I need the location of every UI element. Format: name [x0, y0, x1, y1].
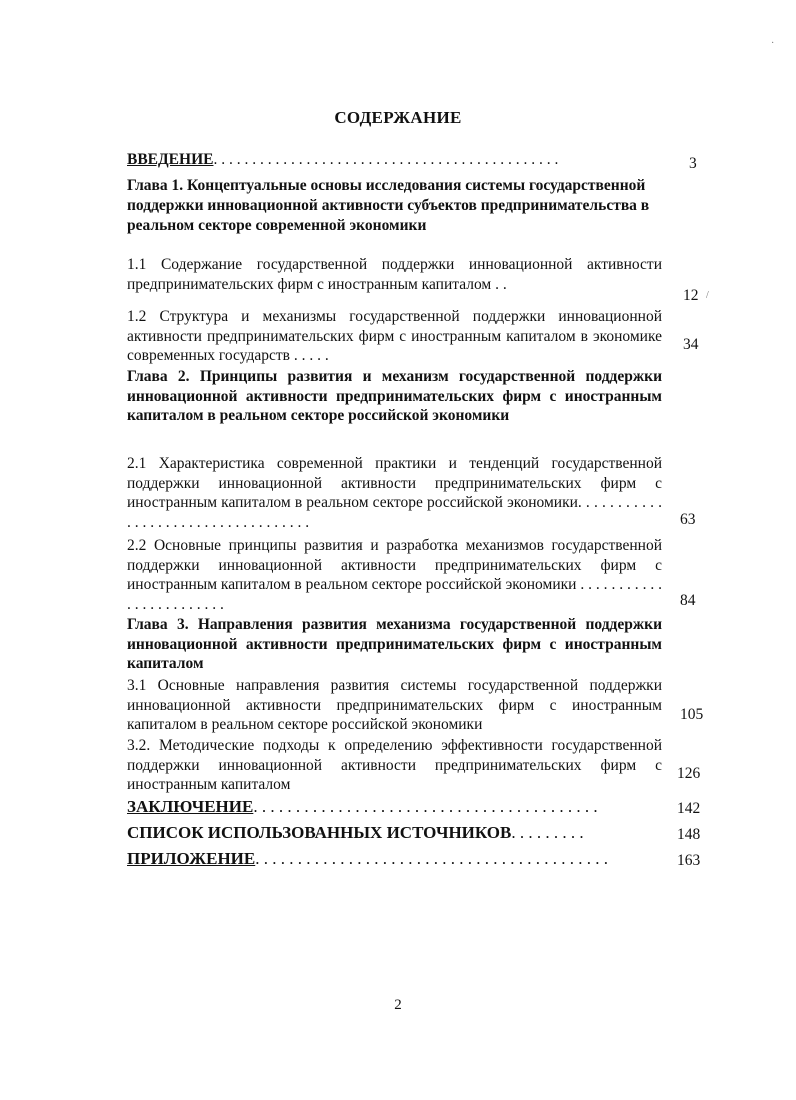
appendix-page: 163	[677, 852, 701, 869]
section-1-2[interactable]: 1.2 Структура и механизмы государственной поддержки инновационной активности предпринимательских фирм с иностранным капиталом в экономике современных государств . . . . .	[127, 308, 662, 364]
section-2-1-page: 63	[680, 511, 696, 528]
chapter-2-heading[interactable]: Глава 2. Принципы развития и механизм государственной поддержки инновационной активности предпринимательских фирм с иностранным капиталом в реальном секторе российской экономики	[127, 368, 662, 424]
intro-page: 3	[689, 155, 697, 172]
intro-leaders: . . . . . . . . . . . . . . . . . . . . . . . . . . . . . . . . . . . . . . . . . . . . .	[213, 151, 559, 168]
section-1-1[interactable]: 1.1 Содержание государственной поддержки инновационной активности предпринимательских фирм с иностранным капиталом . .	[127, 256, 662, 293]
conclusion-label: ЗАКЛЮЧЕНИЕ	[127, 797, 254, 816]
intro-label: ВВЕДЕНИЕ	[127, 151, 214, 168]
section-3-2-page: 126	[677, 765, 701, 782]
section-3-1[interactable]: 3.1 Основные направления развития системы государственной поддержки инновационной активности предпринимательских фирм с иностранным капиталом в реальном секторе российской экономики	[127, 677, 662, 733]
section-3-2[interactable]: 3.2. Методические подходы к определению эффективности государственной поддержки инновационной активности предпринимательских фирм с иностранным капиталом	[127, 737, 662, 793]
conclusion-page: 142	[677, 800, 701, 817]
toc-entry-sources[interactable]	[127, 823, 657, 843]
toc-entry-intro[interactable]	[127, 150, 647, 170]
section-2-2-page: 84	[680, 592, 696, 609]
appendix-label: ПРИЛОЖЕНИЕ	[127, 849, 256, 868]
appendix-leaders: . . . . . . . . . . . . . . . . . . . . . . . . . . . . . . . . . . . . . . . . . .	[255, 849, 608, 868]
scan-tick-mark: /	[706, 290, 709, 301]
sources-leaders: . . . . . . . . .	[511, 823, 584, 842]
sources-label: СПИСОК ИСПОЛЬЗОВАННЫХ ИСТОЧНИКОВ	[127, 823, 512, 842]
chapter-3-heading[interactable]: Глава 3. Направления развития механизма государственной поддержки инновационной активности предпринимательских фирм с иностранным капиталом	[127, 616, 662, 672]
scan-speck: ·	[771, 38, 775, 49]
section-1-2-page: 34	[683, 336, 699, 353]
toc-entry-appendix[interactable]	[127, 849, 657, 869]
toc-title: СОДЕРЖАНИЕ	[334, 108, 462, 127]
section-1-1-page: 12	[683, 287, 699, 304]
chapter-1-heading[interactable]: Глава 1. Концептуальные основы исследования системы государственной поддержки инновационной активности субъектов предпринимательства в реальном секторе современной экономики	[127, 177, 650, 234]
sources-page: 148	[677, 826, 701, 843]
section-3-1-page: 105	[680, 706, 704, 723]
section-2-1[interactable]: 2.1 Характеристика современной практики и тенденций государственной поддержки инновационной активности предпринимательских фирм с иностранным капиталом в реальном секторе российской экономики. . . . . . . . . . . . . . . . . . . . . . . . . . . . . . . . . . .	[127, 455, 662, 531]
section-2-2[interactable]: 2.2 Основные принципы развития и разработка механизмов государственной поддержки инновационной активности предпринимательских фирм с иностранным капиталом в реальном секторе российской экономики . . . . . . . . . . . . . . . . . . . . . . . .	[127, 537, 662, 613]
toc-entry-conclusion[interactable]	[127, 797, 657, 817]
conclusion-leaders: . . . . . . . . . . . . . . . . . . . . . . . . . . . . . . . . . . . . . . . . .	[253, 797, 598, 816]
page-number: 2	[394, 997, 402, 1013]
